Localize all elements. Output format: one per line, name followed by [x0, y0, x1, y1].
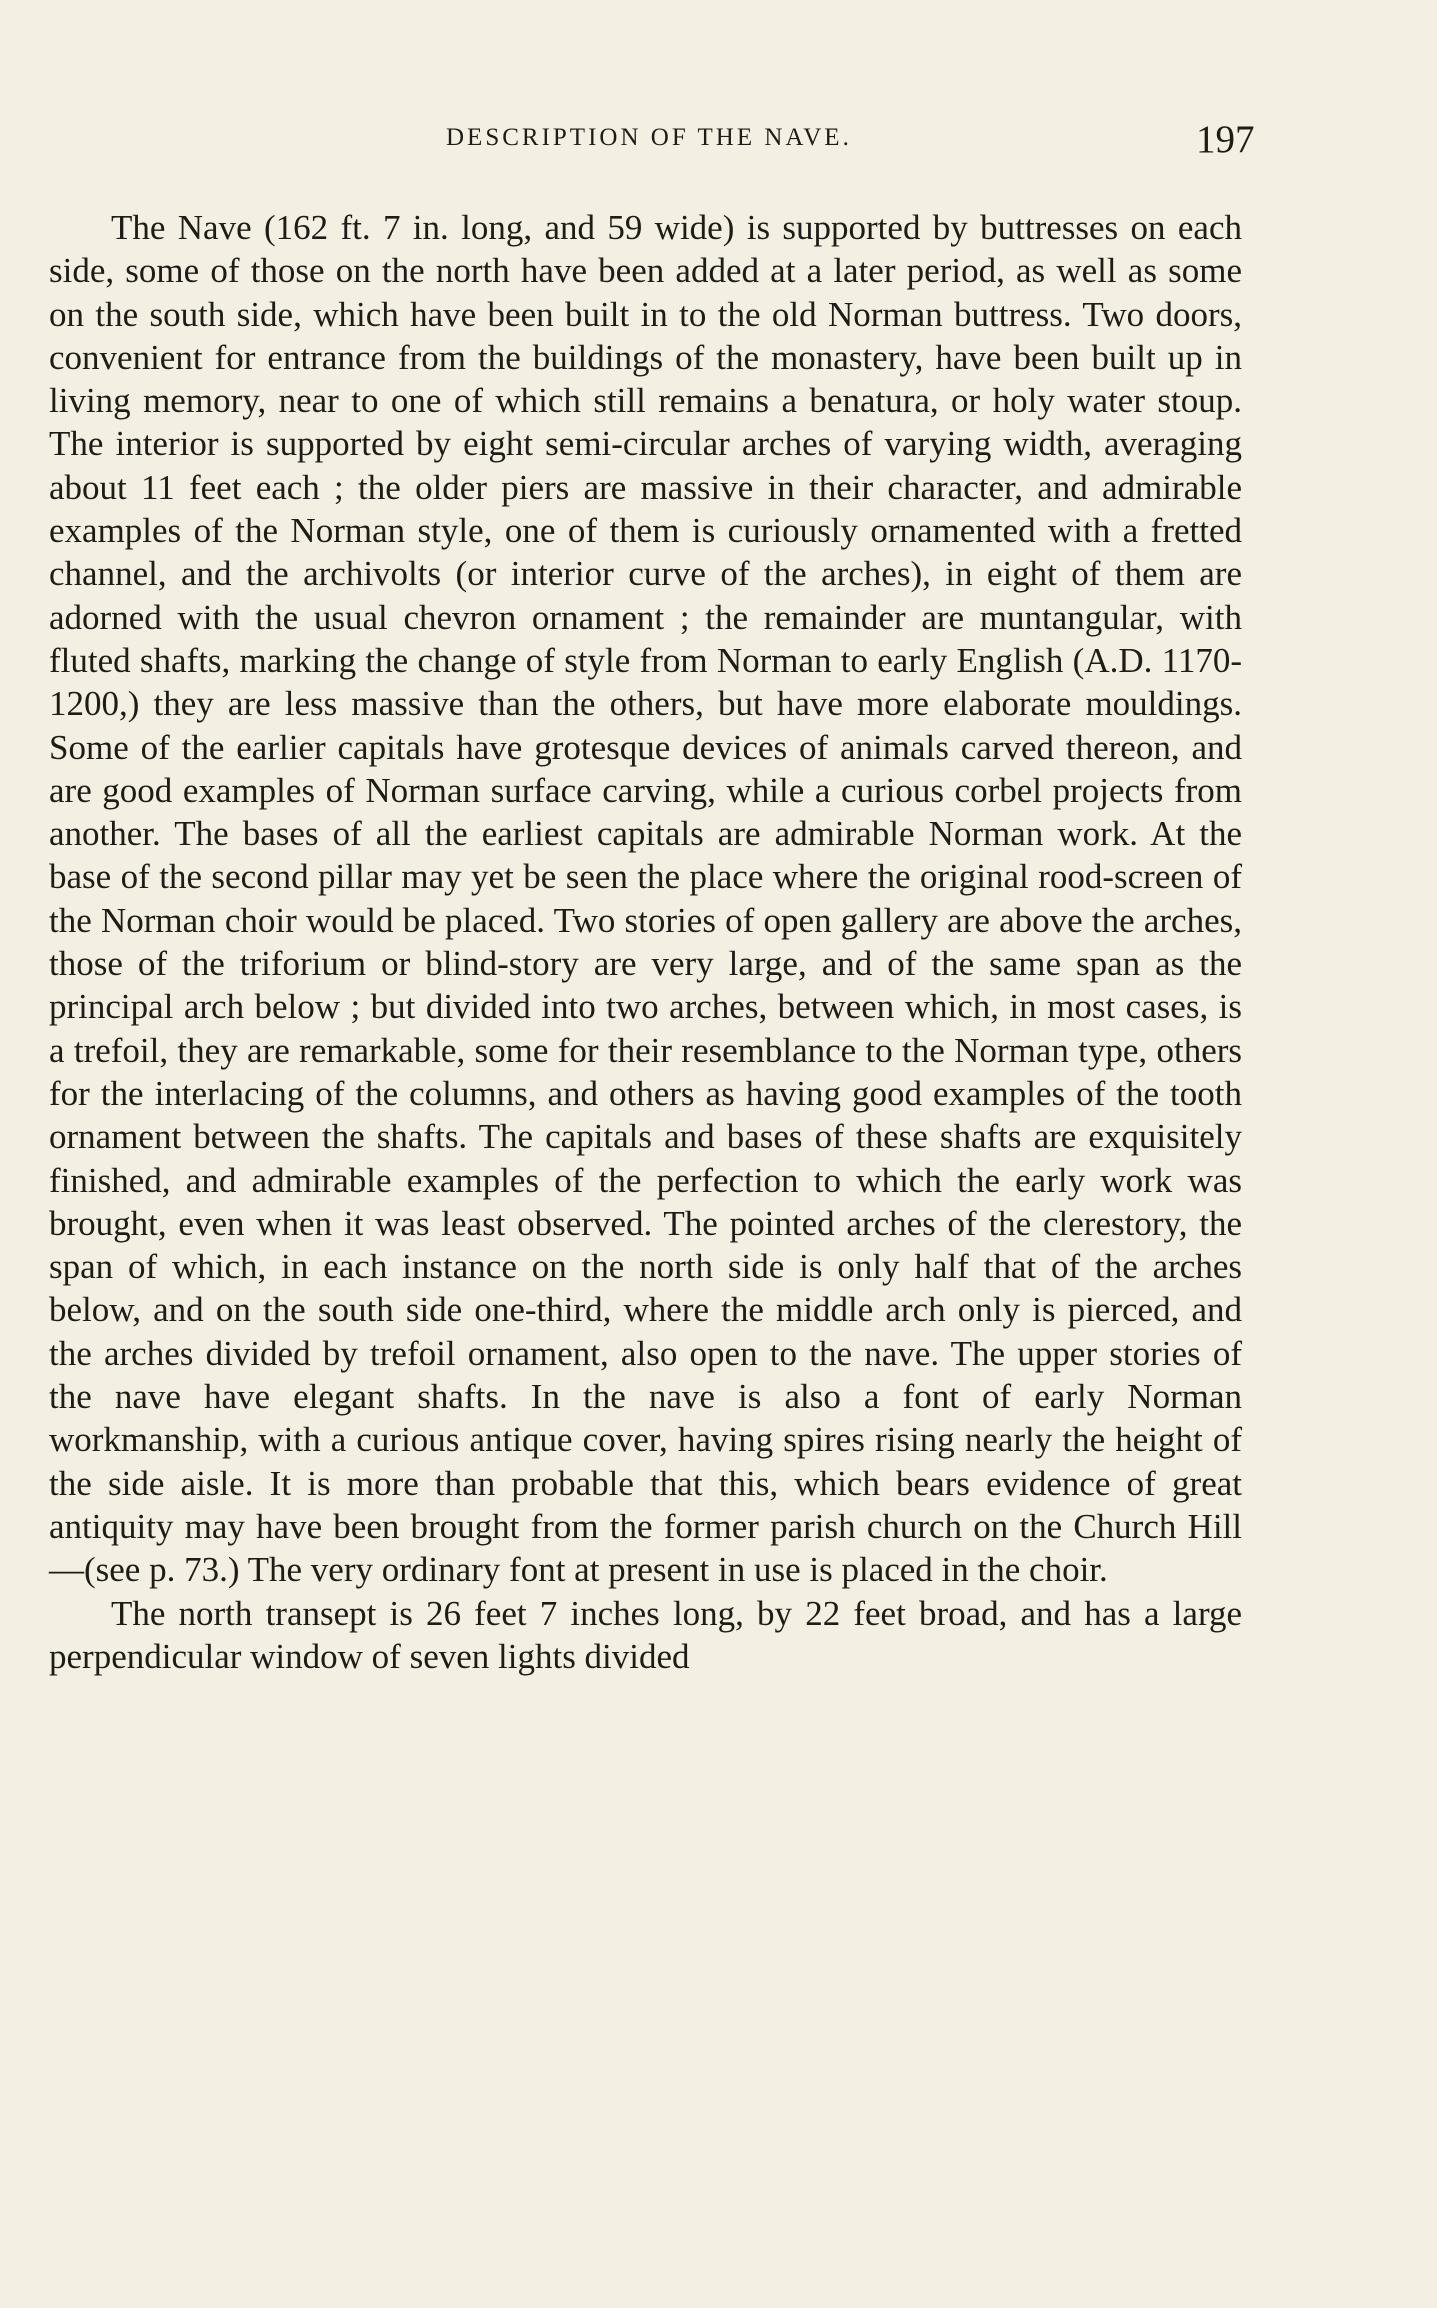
paragraph-nave-text-start: The Nave (162 ft. 7 in. long, and 59 wide) is supported by buttresses on each side, some of those on the north have been added at a later period, as well as some on the south side, which have been built in to the old Norman buttress. Two doors, convenient for entrance from the buildings of the monastery, have been built up in living memory, near to one of which still remains a benatura, or holy water stoup. The interior is supported by eight semi-circular arches of varying width, averaging about 11 feet each ; the older piers are massive in their character, and admirable examples of the Norman style, one of them is curiously ornamented with a fretted channel, and the archivolts (or interior curve of the arches), in eight of them are adorned with the usual chevron ornament ; the remainder are muntangular, with fluted shafts, marking the change of style from Norman to early English (	[49, 208, 1242, 680]
date-abbreviation: A.D.	[1084, 640, 1153, 680]
body-text	[49, 206, 1242, 1678]
paragraph-north-transept: The north transept is 26 feet 7 inches long, by 22 feet broad, and has a large perpendicular window of seven lights divided	[49, 1593, 1242, 1676]
paragraph-nave-text-end: 1170-1200,) they are less massive than the others, but have more elaborate mouldings. Some of the earlier capitals have grotesque devices of animals carved thereon, and are good examples of Norman surface carving, while a curious corbel projects from another. The bases of all the earliest capitals are admirable Norman work. At the base of the second pillar may yet be seen the place where the original rood-screen of the Norman choir would be placed. Two stories of open gallery are above the arches, those of the triforium or blind-story are very large, and of the same span as the principal arch below ; but divided into two arches, between which, in most cases, is a trefoil, they are remarkable, some for their resemblance to the Norman type, others for the interlacing of the columns, and others as having good examples of the tooth ornament between the shafts. The capitals and bases of these shafts are exquisitely finished, and admirable examples of the perfection to which the early work was brought, even when it was least observed. The pointed arches of the clerestory, the span of which, in each instance on the north side is only half that of the arches below, and on the south side one-third, where the middle arch only is pierced, and the arches divided by trefoil ornament, also open to the nave. The upper stories of the nave have elegant shafts. In the nave is also a font of early Norman workmanship, with a curious antique cover, having spires rising nearly the height of the side aisle. It is more than probable that this, which bears evidence of great antiquity may have been brought from the former parish church on the Church Hill—(see p. 73.) The very ordinary font at present in use is placed in the choir.	[49, 640, 1242, 1590]
page-number: 197	[1196, 118, 1255, 161]
paragraph-nave	[49, 206, 1242, 1592]
running-head: DESCRIPTION OF THE NAVE.	[446, 124, 852, 151]
